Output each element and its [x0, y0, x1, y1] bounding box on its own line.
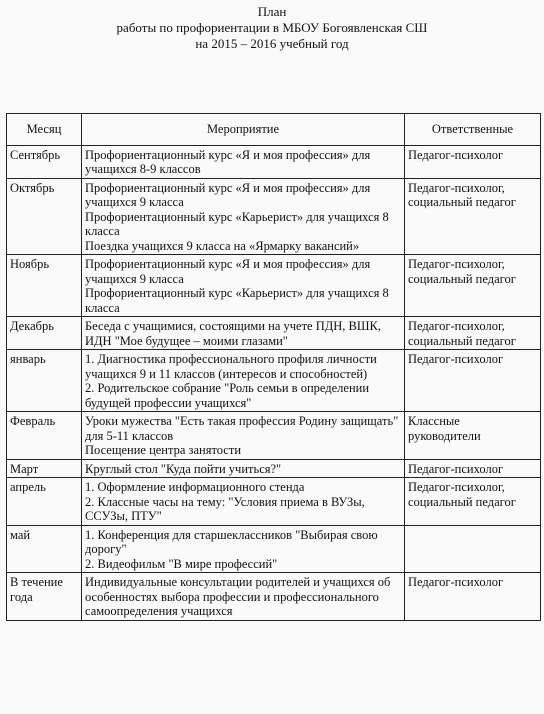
table-body: [7, 145, 541, 620]
month-cell: Декабрь: [7, 317, 82, 350]
responsible-line: Педагог-психолог: [408, 352, 504, 366]
table-row: [7, 145, 541, 178]
event-item: Круглый стол "Куда пойти учиться?": [85, 461, 282, 476]
event-cell: [82, 317, 405, 350]
month-cell: В течение года: [7, 573, 82, 621]
table-row: [7, 478, 541, 526]
event-item: 1. Конференция для старшеклассников "Выбирая свою дорогу": [85, 527, 378, 556]
event-item: Уроки мужества "Есть такая профессия Родину защищать" для 5-11 классов: [85, 414, 399, 443]
document-title: План: [257, 4, 287, 19]
event-cell: [82, 478, 405, 526]
event-cell: [82, 145, 405, 178]
event-item: Профориентационный курс «Карьерист» для учащихся 8 класса: [85, 209, 389, 238]
event-item: Профориентационный курс «Я и моя профессия» для учащихся 9 класса: [85, 257, 371, 286]
month-cell: Октябрь: [7, 178, 82, 255]
responsible-line: Педагог-психолог: [408, 461, 504, 476]
plan-table: [6, 113, 541, 621]
event-cell: [82, 459, 405, 478]
table-header-row: [7, 114, 541, 146]
month-cell: Март: [7, 459, 82, 478]
document-subtitle: работы по профориентации в МБОУ Богоявленская СШ: [116, 20, 428, 35]
table-row: [7, 350, 541, 412]
event-cell: [82, 412, 405, 460]
responsible-cell: [405, 350, 541, 412]
column-header-event: Мероприятие: [82, 114, 405, 146]
responsible-line: Классные: [408, 414, 460, 428]
responsible-cell: [405, 178, 541, 255]
responsible-line: Педагог-психолог,: [408, 319, 505, 333]
responsible-line: Педагог-психолог: [408, 575, 504, 589]
responsible-line: Педагог-психолог: [408, 147, 504, 162]
column-header-responsible: Ответственные: [405, 114, 541, 146]
table-row: [7, 573, 541, 621]
event-item: 1. Диагностика профессионального профиля личности учащихся 9 и 11 классов (интересов и способностей): [85, 352, 377, 381]
responsible-line: Педагог-психолог,: [408, 180, 505, 195]
event-item: Индивидуальные консультации родителей и учащихся об особенностях выбора профессии и профессионального самоопределения учащихся: [85, 575, 391, 618]
responsible-line: социальный педагог: [408, 271, 516, 286]
event-item: Беседа с учащимися, состоящими на учете ПДН, ВШК, ИДН "Мое будущее – моими глазами": [85, 319, 381, 348]
column-header-month: Месяц: [7, 114, 82, 146]
document-header: [0, 4, 544, 52]
event-item: Поездка учащихся 9 класса на «Ярмарку вакансий»: [85, 238, 360, 253]
event-cell: [82, 350, 405, 412]
responsible-cell: [405, 525, 541, 573]
event-item: 2. Родительское собрание "Роль семьи в определении будущей профессии учащихся": [85, 381, 370, 410]
responsible-line: Педагог-психолог,: [408, 480, 505, 494]
responsible-line: руководители: [408, 428, 481, 443]
event-item: Профориентационный курс «Я и моя профессия» для учащихся 9 класса: [85, 180, 371, 209]
month-cell: январь: [7, 350, 82, 412]
responsible-cell: [405, 145, 541, 178]
event-item: 1. Оформление информационного стенда: [85, 480, 305, 494]
table-row: [7, 459, 541, 478]
event-cell: [82, 573, 405, 621]
event-cell: [82, 525, 405, 573]
responsible-cell: [405, 255, 541, 317]
responsible-line: социальный педагог: [408, 494, 516, 509]
month-cell: Ноябрь: [7, 255, 82, 317]
month-cell: Сентябрь: [7, 145, 82, 178]
table-row: [7, 412, 541, 460]
event-item: 2. Классные часы на тему: "Условия приема в ВУЗы, ССУЗы, ПТУ": [85, 494, 365, 523]
responsible-line: социальный педагог: [408, 333, 516, 348]
month-cell: Февраль: [7, 412, 82, 460]
responsible-cell: [405, 459, 541, 478]
responsible-line: Педагог-психолог,: [408, 257, 505, 271]
month-cell: апрель: [7, 478, 82, 526]
event-cell: [82, 255, 405, 317]
event-cell: [82, 178, 405, 255]
responsible-cell: [405, 478, 541, 526]
event-item: Профориентационный курс «Карьерист» для учащихся 8 класса: [85, 286, 389, 315]
event-item: 2. Видеофильм "В мире профессий": [85, 556, 278, 571]
responsible-line: социальный педагог: [408, 195, 516, 209]
school-year: на 2015 – 2016 учебный год: [195, 36, 349, 51]
month-cell: май: [7, 525, 82, 573]
event-item: Профориентационный курс «Я и моя профессия» для учащихся 8-9 классов: [85, 147, 371, 176]
responsible-cell: [405, 317, 541, 350]
responsible-cell: [405, 412, 541, 460]
event-item: Посещение центра занятости: [85, 443, 242, 457]
table-row: [7, 178, 541, 255]
responsible-cell: [405, 573, 541, 621]
table-row: [7, 317, 541, 350]
table-row: [7, 525, 541, 573]
table-row: [7, 255, 541, 317]
